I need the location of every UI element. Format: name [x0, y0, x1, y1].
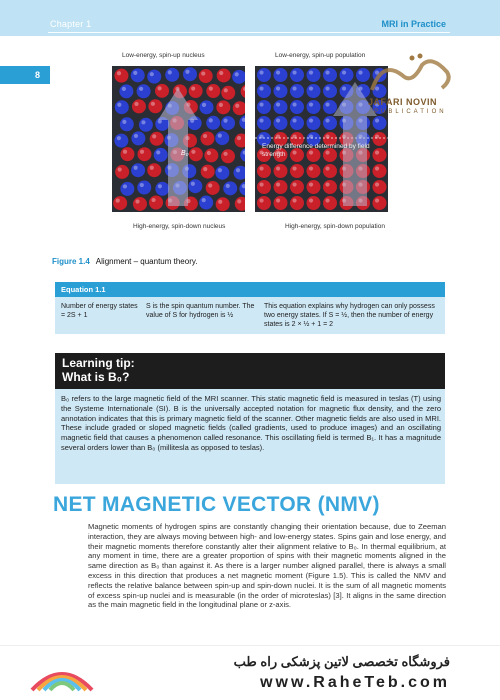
nucleus-highlight [117, 136, 121, 140]
spin-up-nucleus [307, 100, 321, 114]
label-spin-down-population: High-energy, spin-down population [285, 223, 385, 230]
spin-up-nucleus [206, 116, 220, 130]
random-nuclei-illustration [112, 66, 245, 212]
learning-tip-title: Learning tip: [62, 356, 135, 370]
nucleus-highlight [226, 184, 230, 188]
rahteb-logo-icon [22, 654, 102, 694]
equation-title: Equation 1.1 [55, 282, 445, 297]
nucleus-highlight [235, 104, 239, 108]
spin-down-nucleus [323, 196, 337, 210]
spin-up-nucleus [155, 182, 169, 196]
spin-up-nucleus [323, 116, 337, 130]
nucleus-highlight [259, 70, 263, 74]
label-spin-up-nucleus: Low-energy, spin-up nucleus [122, 52, 205, 59]
spin-down-nucleus [200, 132, 214, 146]
equation-box [55, 282, 445, 334]
nucleus-highlight [140, 150, 144, 154]
spin-down-nucleus [216, 100, 230, 114]
nucleus-highlight [191, 182, 195, 186]
spin-down-nucleus [257, 180, 271, 194]
spin-down-nucleus [149, 196, 163, 210]
nucleus-highlight [375, 182, 379, 186]
spin-down-nucleus [204, 148, 218, 162]
nucleus-highlight [292, 118, 296, 122]
nucleus-highlight [292, 86, 296, 90]
spin-down-nucleus [274, 164, 288, 178]
spin-down-nucleus [115, 165, 129, 179]
nucleus-highlight [375, 166, 379, 170]
spin-down-nucleus [307, 196, 321, 210]
nucleus-highlight [219, 71, 223, 75]
nucleus-highlight [139, 87, 143, 91]
spin-up-nucleus [188, 179, 202, 193]
nucleus-highlight [150, 166, 154, 170]
nucleus-highlight [118, 167, 122, 171]
spin-down-nucleus [290, 196, 304, 210]
nucleus-highlight [117, 71, 121, 75]
nucleus-highlight [203, 167, 207, 171]
publisher-logo-icon [352, 50, 472, 98]
spin-up-nucleus [257, 100, 271, 114]
nucleus-highlight [224, 88, 228, 92]
nucleus-highlight [133, 71, 137, 75]
spin-up-nucleus [323, 100, 337, 114]
spin-down-nucleus [373, 180, 387, 194]
nucleus-highlight [259, 86, 263, 90]
nucleus-highlight [201, 71, 205, 75]
nucleus-highlight [208, 183, 212, 187]
spin-down-nucleus [120, 147, 134, 161]
spin-up-nucleus [199, 100, 213, 114]
label-spin-up-population: Low-energy, spin-up population [275, 52, 366, 59]
nucleus-highlight [237, 199, 241, 203]
nucleus-highlight [342, 70, 346, 74]
nucleus-highlight [259, 118, 263, 122]
spin-up-nucleus [215, 131, 229, 145]
nucleus-highlight [276, 166, 280, 170]
nucleus-highlight [122, 120, 126, 124]
spin-down-nucleus [307, 164, 321, 178]
nucleus-highlight [218, 200, 222, 204]
spin-up-nucleus [290, 100, 304, 114]
store-name-persian: فروشگاه تخصصی لاتین پزشکی راه طب [233, 654, 450, 669]
learning-tip-subtitle: What is B₀? [62, 370, 130, 384]
b0-symbol: B₀ [181, 150, 189, 157]
nucleus-highlight [156, 150, 160, 154]
nucleus-highlight [292, 166, 296, 170]
caption-text: Alignment – quantum theory. [95, 257, 198, 266]
nucleus-highlight [207, 151, 211, 155]
section-body: Magnetic moments of hydrogen spins are constantly changing their orientation because, due to Zeeman interaction, they are always moving between high- and low-energy states. Spins gain and lose energy, and their magnetic moments therefore constantly alter their alignment relative to B₀. In thermal equilibrium, at any moment in time, there are a greater proportion of spins with their magnetic moments aligned in the same direction as B₀ than against it. As there is a larger number aligned parallel, there is always a small excess in this direction that produces a net magnetic moment (Figure 1.5). This is called the NMV and reflects the relative balance between spin-up and spin-down nuclei. It is the sum of all magnetic moments of excess spin-up nuclei and is measurable (in the order of microteslas) [3]. It aligns in the same direction as the main magnetic field in the longitudinal plane or z-axis. [88, 522, 446, 610]
nucleus-highlight [309, 182, 313, 186]
spin-down-nucleus [201, 165, 215, 179]
spin-down-nucleus [257, 164, 271, 178]
spin-up-nucleus [137, 84, 151, 98]
spin-up-nucleus [290, 84, 304, 98]
nucleus-highlight [292, 70, 296, 74]
figure-caption [52, 257, 197, 266]
spin-down-nucleus [257, 196, 271, 210]
spin-down-nucleus [241, 84, 245, 98]
spin-down-nucleus [147, 163, 161, 177]
nucleus-highlight [134, 166, 138, 170]
spin-down-nucleus [150, 132, 164, 146]
nucleus-highlight [325, 102, 329, 106]
caption-number: Figure 1.4 [52, 257, 90, 266]
spin-up-nucleus [307, 68, 321, 82]
nucleus-highlight [209, 87, 213, 91]
spin-down-nucleus [274, 180, 288, 194]
equation-definition: S is the spin quantum number. The value of S for hydrogen is ½ [146, 303, 255, 319]
nucleus-highlight [259, 102, 263, 106]
nucleus-highlight [191, 86, 195, 90]
spin-up-nucleus [131, 131, 145, 145]
nucleus-highlight [276, 86, 280, 90]
spin-down-nucleus [323, 180, 337, 194]
nucleus-highlight [375, 198, 379, 202]
nucleus-highlight [259, 182, 263, 186]
nucleus-highlight [325, 70, 329, 74]
spin-up-nucleus [240, 148, 245, 162]
nucleus-highlight [342, 86, 346, 90]
spin-up-nucleus [233, 166, 245, 180]
spin-up-nucleus [290, 116, 304, 130]
spin-up-nucleus [221, 116, 235, 130]
spin-down-nucleus [221, 149, 235, 163]
nucleus-highlight [185, 70, 189, 74]
nucleus-highlight [223, 152, 227, 156]
nucleus-highlight [235, 72, 239, 76]
store-url: www.RaheTeb.com [260, 674, 450, 691]
nucleus-highlight [117, 103, 121, 107]
nucleus-highlight [202, 198, 206, 202]
book-title: MRI in Practice [381, 19, 446, 29]
nucleus-highlight [158, 184, 162, 188]
spin-down-nucleus [189, 147, 203, 161]
nucleus-highlight [157, 86, 161, 90]
spin-up-nucleus [274, 116, 288, 130]
spin-up-nucleus [147, 70, 161, 84]
nucleus-highlight [150, 72, 154, 76]
nucleus-highlight [135, 199, 139, 203]
spin-down-nucleus [199, 69, 213, 83]
spin-up-nucleus [131, 163, 145, 177]
nucleus-highlight [158, 119, 162, 123]
nucleus-highlight [209, 118, 213, 122]
nucleus-highlight [134, 102, 138, 106]
spin-up-nucleus [120, 182, 134, 196]
spin-up-nucleus [323, 84, 337, 98]
nucleus-highlight [191, 150, 195, 154]
spin-up-nucleus [257, 68, 271, 82]
spin-down-nucleus [234, 134, 245, 148]
spin-down-nucleus [133, 197, 147, 211]
label-spin-down-nucleus: High-energy, spin-down nucleus [133, 223, 226, 230]
spin-up-nucleus [114, 134, 128, 148]
spin-up-nucleus [131, 68, 145, 82]
spin-down-nucleus [307, 180, 321, 194]
nucleus-highlight [309, 102, 313, 106]
spin-up-nucleus [119, 84, 133, 98]
spin-down-nucleus [373, 132, 387, 146]
spin-up-nucleus [232, 70, 245, 84]
nucleus-highlight [325, 166, 329, 170]
nucleus-highlight [276, 70, 280, 74]
nucleus-highlight [123, 184, 127, 188]
spin-down-nucleus [206, 84, 220, 98]
publisher-name: JAFARI NOVIN [368, 97, 438, 107]
spin-up-nucleus [323, 68, 337, 82]
nucleus-highlight [309, 118, 313, 122]
spin-down-nucleus [189, 84, 203, 98]
learning-tip-box [55, 353, 445, 484]
page-header [0, 0, 500, 36]
nucleus-highlight [309, 166, 313, 170]
chapter-label: Chapter 1 [50, 19, 92, 29]
publisher-sub: PUBLICATION [374, 109, 447, 115]
equation-formula: Number of energy states = 2S + 1 [61, 303, 138, 319]
spin-up-nucleus [257, 84, 271, 98]
nucleus-highlight [292, 182, 296, 186]
spin-up-nucleus [257, 116, 271, 130]
nucleus-highlight [259, 166, 263, 170]
nucleus-highlight [237, 136, 241, 140]
nucleus-highlight [276, 102, 280, 106]
nucleus-highlight [116, 199, 120, 203]
learning-tip-body: B₀ refers to the large magnetic field of the MRI scanner. This static magnetic field is measured in teslas (T) using the Systeme Internationale (SI). B is the universally accepted notation for magnetic flux density, and the zero annotation indicates that this is primary magnetic field of the scanner. Other magnetic fields are also used in MRI. These include graded or sloped magnetic fields (called gradients, used to produce images) and an oscillating magnetic field that causes a phenomenon called resonance. This oscillating field is termed B₁. It has a magnitude several orders lower than B₀ (millitesla as opposed to teslas). [61, 394, 441, 452]
spin-up-nucleus [165, 68, 179, 82]
spin-up-nucleus [274, 84, 288, 98]
spin-up-nucleus [223, 181, 237, 195]
energy-difference-note: Energy difference determined by field strength [262, 143, 370, 158]
nucleus-highlight [325, 86, 329, 90]
page-number: 8 [0, 66, 50, 84]
nucleus-highlight [203, 134, 207, 138]
nucleus-highlight [276, 182, 280, 186]
nucleus-highlight [218, 168, 222, 172]
spin-down-nucleus [290, 180, 304, 194]
spin-up-nucleus [183, 67, 197, 81]
header-divider [48, 32, 450, 33]
spin-down-nucleus [155, 84, 169, 98]
nucleus-highlight [223, 119, 227, 123]
spin-down-nucleus [235, 197, 245, 211]
spin-down-nucleus [206, 181, 220, 195]
nucleus-highlight [309, 198, 313, 202]
nucleus-highlight [218, 134, 222, 138]
spin-down-nucleus [137, 147, 151, 161]
nucleus-highlight [141, 120, 145, 124]
spin-down-nucleus [148, 99, 162, 113]
learning-tip-heading [55, 353, 445, 389]
nucleus-highlight [151, 198, 155, 202]
spin-down-nucleus [373, 148, 387, 162]
spin-down-nucleus [221, 86, 235, 100]
nucleus-highlight [276, 198, 280, 202]
nucleus-highlight [309, 70, 313, 74]
spin-up-nucleus [154, 148, 168, 162]
spin-up-nucleus [137, 180, 151, 194]
nucleus-highlight [151, 102, 155, 106]
nucleus-highlight [140, 183, 144, 187]
spin-up-nucleus [120, 117, 134, 131]
spin-down-nucleus [217, 68, 231, 82]
spin-down-nucleus [373, 164, 387, 178]
nucleus-highlight [375, 150, 379, 154]
nucleus-highlight [152, 134, 156, 138]
nucleus-highlight [325, 118, 329, 122]
nucleus-highlight [123, 150, 127, 154]
spin-down-nucleus [323, 164, 337, 178]
spin-down-nucleus [113, 196, 127, 210]
nucleus-highlight [292, 198, 296, 202]
nucleus-highlight [325, 198, 329, 202]
spin-up-nucleus [215, 166, 229, 180]
equation-explanation: This equation explains why hydrogen can only possess two energy states. If S = ½, then the number of energy states is 2 × ½ + 1 = 2 [264, 303, 435, 328]
spin-up-nucleus [274, 68, 288, 82]
spin-down-nucleus [290, 164, 304, 178]
nucleus-highlight [168, 70, 172, 74]
nucleus-highlight [134, 134, 138, 138]
nucleus-highlight [202, 103, 206, 107]
page-footer [0, 645, 500, 700]
spin-up-nucleus [290, 68, 304, 82]
spin-down-nucleus [216, 197, 230, 211]
spin-up-nucleus [307, 116, 321, 130]
nucleus-highlight [122, 87, 126, 91]
nucleus-highlight [325, 182, 329, 186]
spin-down-nucleus [274, 196, 288, 210]
nucleus-highlight [292, 102, 296, 106]
publisher-watermark [352, 50, 472, 130]
spin-up-nucleus [139, 118, 153, 132]
nucleus-highlight [276, 118, 280, 122]
spin-up-nucleus [199, 196, 213, 210]
spin-down-nucleus [114, 69, 128, 83]
spin-down-nucleus [373, 196, 387, 210]
spin-up-nucleus [274, 100, 288, 114]
spin-up-nucleus [239, 182, 245, 196]
nucleus-highlight [259, 198, 263, 202]
spin-down-nucleus [233, 101, 245, 115]
nucleus-highlight [309, 86, 313, 90]
nucleus-highlight [219, 103, 223, 107]
spin-up-nucleus [239, 115, 245, 129]
figure-panel-random [112, 66, 245, 212]
section-title: NET MAGNETIC VECTOR (NMV) [53, 493, 380, 516]
spin-down-nucleus [132, 99, 146, 113]
spin-up-nucleus [115, 100, 129, 114]
spin-up-nucleus [307, 84, 321, 98]
nucleus-highlight [236, 168, 240, 172]
